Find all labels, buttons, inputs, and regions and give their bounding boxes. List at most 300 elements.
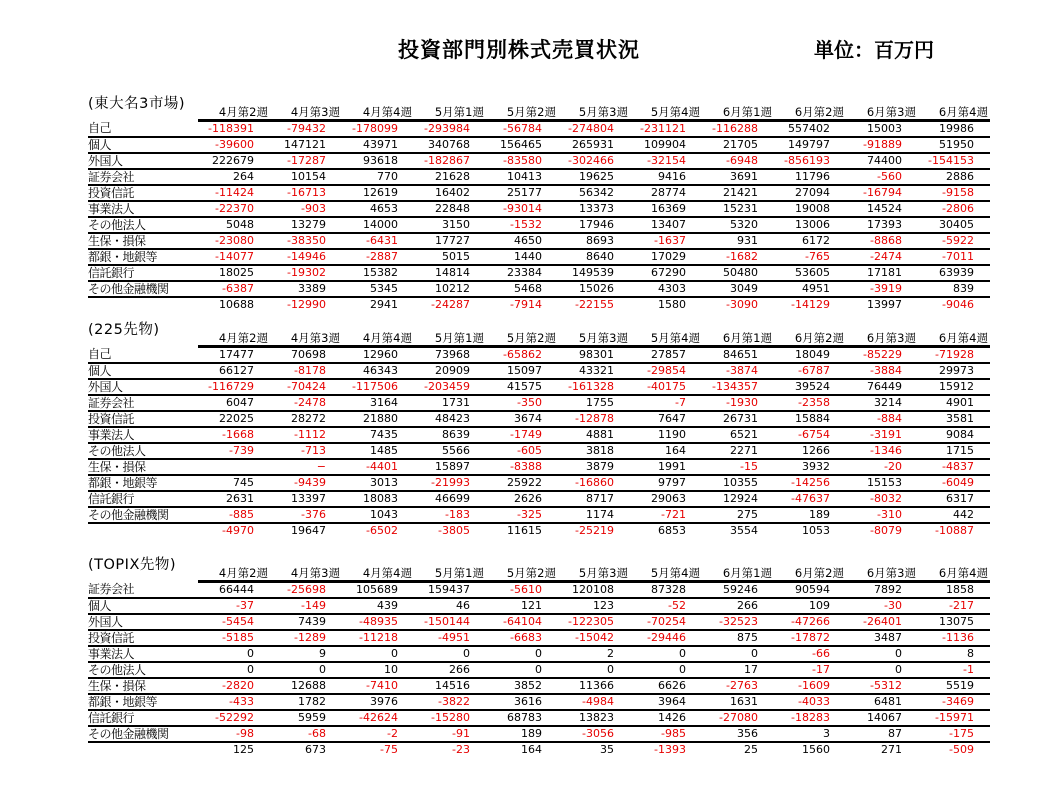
total-row xyxy=(88,742,990,757)
value-cell: 1043 xyxy=(342,507,414,523)
table-row xyxy=(88,265,990,281)
value-cell: 2271 xyxy=(702,443,774,459)
value-cell: -1289 xyxy=(270,630,342,646)
value-cell: -183 xyxy=(414,507,486,523)
value-cell: -26401 xyxy=(846,614,918,630)
value-cell: 93618 xyxy=(342,153,414,169)
value-cell: 189 xyxy=(774,507,846,523)
week-header: 4月第3週 xyxy=(270,331,342,347)
value-cell: -2474 xyxy=(846,249,918,265)
table-row xyxy=(88,379,990,395)
value-cell: -8178 xyxy=(270,363,342,379)
value-cell: 557402 xyxy=(774,121,846,138)
value-cell: -1532 xyxy=(486,217,558,233)
table-row xyxy=(88,710,990,726)
value-cell: 4951 xyxy=(774,281,846,297)
row-label: 自己 xyxy=(88,347,198,364)
value-cell: 356 xyxy=(702,726,774,742)
table-row xyxy=(88,630,990,646)
value-cell: 14516 xyxy=(414,678,486,694)
value-cell: -29854 xyxy=(630,363,702,379)
row-label: その他法人 xyxy=(88,443,198,459)
trading-table-nikkei225-futures xyxy=(88,331,990,538)
value-cell: -14256 xyxy=(774,475,846,491)
row-label: 個人 xyxy=(88,363,198,379)
value-cell: -6049 xyxy=(918,475,990,491)
value-cell: 6172 xyxy=(774,233,846,249)
total-value-cell: 19647 xyxy=(291,524,326,537)
value-cell: 0 xyxy=(270,662,342,678)
value-cell: 264 xyxy=(198,169,270,185)
total-value-cell: 13997 xyxy=(867,298,902,311)
value-cell: -21993 xyxy=(414,475,486,491)
total-value-cell: -7914 xyxy=(510,298,542,311)
value-cell: -2820 xyxy=(198,678,270,694)
value-cell: 123 xyxy=(558,598,630,614)
total-value-cell: -3805 xyxy=(438,524,470,537)
value-cell: -15 xyxy=(702,459,774,475)
value-cell: 149539 xyxy=(558,265,630,281)
value-cell: 14524 xyxy=(846,201,918,217)
value-cell: -91889 xyxy=(846,137,918,153)
value-cell: -149 xyxy=(270,598,342,614)
section-label: (東大名3市場) xyxy=(88,96,186,112)
week-header: 6月第3週 xyxy=(846,331,918,347)
total-value-cell: 3554 xyxy=(730,524,758,537)
value-cell: 17946 xyxy=(558,217,630,233)
value-cell: 3150 xyxy=(414,217,486,233)
week-header: 5月第1週 xyxy=(414,331,486,347)
value-cell: 265931 xyxy=(558,137,630,153)
value-cell: -16713 xyxy=(270,185,342,201)
value-cell: 7435 xyxy=(342,427,414,443)
row-label: 投資信託 xyxy=(88,411,198,427)
total-value-cell: -8079 xyxy=(870,524,902,537)
value-cell: -1112 xyxy=(270,427,342,443)
value-cell: 28272 xyxy=(270,411,342,427)
row-label: その他金融機関 xyxy=(88,507,198,523)
value-cell: 1426 xyxy=(630,710,702,726)
table-row xyxy=(88,363,990,379)
value-cell: 0 xyxy=(558,662,630,678)
week-header: 6月第4週 xyxy=(918,331,990,347)
row-label: 都銀・地銀等 xyxy=(88,694,198,710)
value-cell: 6047 xyxy=(198,395,270,411)
value-cell: -739 xyxy=(198,443,270,459)
table-row xyxy=(88,185,990,201)
value-cell: 19625 xyxy=(558,169,630,185)
value-cell: 8639 xyxy=(414,427,486,443)
table-row xyxy=(88,121,990,138)
value-cell: 15003 xyxy=(846,121,918,138)
row-label xyxy=(88,742,198,757)
value-cell: 3164 xyxy=(342,395,414,411)
section-tse-3-markets xyxy=(88,96,998,312)
value-cell: 46699 xyxy=(414,491,486,507)
value-cell: -66 xyxy=(774,646,846,662)
row-label: 証券会社 xyxy=(88,582,198,599)
table-row xyxy=(88,491,990,507)
week-header: 6月第2週 xyxy=(774,331,846,347)
trading-table-tse-3-markets xyxy=(88,105,990,312)
value-cell: 15382 xyxy=(342,265,414,281)
value-cell: 15026 xyxy=(558,281,630,297)
table-row xyxy=(88,395,990,411)
value-cell: -9158 xyxy=(918,185,990,201)
value-cell: -117506 xyxy=(342,379,414,395)
value-cell: 121 xyxy=(486,598,558,614)
value-cell: 10413 xyxy=(486,169,558,185)
row-label: 自己 xyxy=(88,121,198,138)
value-cell: -6683 xyxy=(486,630,558,646)
value-cell: 0 xyxy=(198,646,270,662)
value-cell: -302466 xyxy=(558,153,630,169)
value-cell: -38350 xyxy=(270,233,342,249)
value-cell: 18049 xyxy=(774,347,846,364)
value-cell: 7439 xyxy=(270,614,342,630)
value-cell: -1346 xyxy=(846,443,918,459)
row-label: 事業法人 xyxy=(88,646,198,662)
week-header: 5月第4週 xyxy=(630,566,702,582)
value-cell: -52292 xyxy=(198,710,270,726)
value-cell: 222679 xyxy=(198,153,270,169)
table-row xyxy=(88,347,990,364)
value-cell: -14077 xyxy=(198,249,270,265)
value-cell: 340768 xyxy=(414,137,486,153)
row-label: その他金融機関 xyxy=(88,726,198,742)
table-row xyxy=(88,281,990,297)
value-cell: 3964 xyxy=(630,694,702,710)
week-header: 6月第4週 xyxy=(918,566,990,582)
value-cell: 8717 xyxy=(558,491,630,507)
value-cell: 3 xyxy=(774,726,846,742)
value-cell: 0 xyxy=(846,662,918,678)
value-cell: 84651 xyxy=(702,347,774,364)
value-cell: 3049 xyxy=(702,281,774,297)
value-cell: -91 xyxy=(414,726,486,742)
value-cell: -71928 xyxy=(918,347,990,364)
total-value-cell: 6853 xyxy=(658,524,686,537)
value-cell: -7410 xyxy=(342,678,414,694)
total-value-cell: -4970 xyxy=(222,524,254,537)
value-cell: 189 xyxy=(486,726,558,742)
value-cell: 14067 xyxy=(846,710,918,726)
row-label: 証券会社 xyxy=(88,169,198,185)
value-cell: -5185 xyxy=(198,630,270,646)
total-value-cell: -9046 xyxy=(942,298,974,311)
value-cell: 29973 xyxy=(918,363,990,379)
value-cell: 17029 xyxy=(630,249,702,265)
total-value-cell: -3090 xyxy=(726,298,758,311)
week-header: 6月第1週 xyxy=(702,105,774,121)
total-value-cell: 2941 xyxy=(370,298,398,311)
value-cell: 27857 xyxy=(630,347,702,364)
week-header: 6月第1週 xyxy=(702,566,774,582)
value-cell: -29446 xyxy=(630,630,702,646)
week-header: 6月第3週 xyxy=(846,105,918,121)
value-cell: 9084 xyxy=(918,427,990,443)
value-cell: -39600 xyxy=(198,137,270,153)
value-cell: 7647 xyxy=(630,411,702,427)
table-row xyxy=(88,427,990,443)
value-cell: 22025 xyxy=(198,411,270,427)
value-cell: 3852 xyxy=(486,678,558,694)
week-header: 4月第4週 xyxy=(342,331,414,347)
week-header: 6月第1週 xyxy=(702,331,774,347)
week-header: 5月第3週 xyxy=(558,105,630,121)
total-value-cell: 1053 xyxy=(802,524,830,537)
value-cell: 73968 xyxy=(414,347,486,364)
value-cell: 3389 xyxy=(270,281,342,297)
value-cell: -433 xyxy=(198,694,270,710)
value-cell: 931 xyxy=(702,233,774,249)
row-label: 証券会社 xyxy=(88,395,198,411)
value-cell: -2806 xyxy=(918,201,990,217)
value-cell: 2 xyxy=(558,646,630,662)
week-header: 4月第2週 xyxy=(198,105,270,121)
value-cell: 149797 xyxy=(774,137,846,153)
value-cell: -3191 xyxy=(846,427,918,443)
value-cell: 770 xyxy=(342,169,414,185)
value-cell: 2631 xyxy=(198,491,270,507)
week-header-row xyxy=(88,331,990,347)
value-cell: -350 xyxy=(486,395,558,411)
value-cell: -161328 xyxy=(558,379,630,395)
value-cell: 275 xyxy=(702,507,774,523)
row-label: 個人 xyxy=(88,137,198,153)
week-header: 5月第2週 xyxy=(486,566,558,582)
value-cell: 3976 xyxy=(342,694,414,710)
value-cell: 16402 xyxy=(414,185,486,201)
value-cell: -11424 xyxy=(198,185,270,201)
trading-table-topix-futures xyxy=(88,566,990,757)
value-cell: 3818 xyxy=(558,443,630,459)
value-cell: 50480 xyxy=(702,265,774,281)
value-cell: 29063 xyxy=(630,491,702,507)
value-cell xyxy=(198,459,270,475)
row-label: 生保・損保 xyxy=(88,678,198,694)
total-value-cell: -22155 xyxy=(575,298,614,311)
week-header: 4月第2週 xyxy=(198,331,270,347)
value-cell: 53605 xyxy=(774,265,846,281)
total-value-cell: -24287 xyxy=(431,298,470,311)
value-cell: 63939 xyxy=(918,265,990,281)
value-cell: 28774 xyxy=(630,185,702,201)
value-cell: 21880 xyxy=(342,411,414,427)
value-cell: 9416 xyxy=(630,169,702,185)
value-cell: 13407 xyxy=(630,217,702,233)
value-cell: 67290 xyxy=(630,265,702,281)
value-cell: 0 xyxy=(630,662,702,678)
value-cell: 20909 xyxy=(414,363,486,379)
week-header: 5月第3週 xyxy=(558,331,630,347)
value-cell: 1631 xyxy=(702,694,774,710)
value-cell: − xyxy=(270,459,342,475)
value-cell: -2763 xyxy=(702,678,774,694)
total-value-cell: 25 xyxy=(744,743,758,756)
total-row xyxy=(88,297,990,312)
value-cell: 51950 xyxy=(918,137,990,153)
total-value-cell: 35 xyxy=(600,743,614,756)
value-cell: -203459 xyxy=(414,379,486,395)
total-value-cell: -1393 xyxy=(654,743,686,756)
week-header: 5月第4週 xyxy=(630,105,702,121)
value-cell: -1 xyxy=(918,662,990,678)
value-cell: 90594 xyxy=(774,582,846,599)
value-cell: 15897 xyxy=(414,459,486,475)
value-cell: 13006 xyxy=(774,217,846,233)
value-cell: -12878 xyxy=(558,411,630,427)
week-header: 4月第4週 xyxy=(342,105,414,121)
value-cell: 13075 xyxy=(918,614,990,630)
value-cell: 11366 xyxy=(558,678,630,694)
value-cell: 22848 xyxy=(414,201,486,217)
total-value-cell: -12990 xyxy=(287,298,326,311)
value-cell: -47266 xyxy=(774,614,846,630)
week-header: 5月第4週 xyxy=(630,331,702,347)
value-cell: 0 xyxy=(342,646,414,662)
value-cell: 12688 xyxy=(270,678,342,694)
value-cell: 43321 xyxy=(558,363,630,379)
value-cell: 266 xyxy=(702,598,774,614)
value-cell: -18283 xyxy=(774,710,846,726)
value-cell: 74400 xyxy=(846,153,918,169)
value-cell: -2358 xyxy=(774,395,846,411)
value-cell: 105689 xyxy=(342,582,414,599)
row-label: 外国人 xyxy=(88,379,198,395)
total-value-cell: -509 xyxy=(949,743,974,756)
value-cell: -1609 xyxy=(774,678,846,694)
value-cell: -15280 xyxy=(414,710,486,726)
table-row xyxy=(88,153,990,169)
section-nikkei225-futures xyxy=(88,322,998,538)
value-cell: 147121 xyxy=(270,137,342,153)
value-cell: 25177 xyxy=(486,185,558,201)
value-cell: -27080 xyxy=(702,710,774,726)
week-header: 6月第3週 xyxy=(846,566,918,582)
value-cell: -1930 xyxy=(702,395,774,411)
row-label: その他金融機関 xyxy=(88,281,198,297)
value-cell: 1991 xyxy=(630,459,702,475)
value-cell: 19986 xyxy=(918,121,990,138)
value-cell: -6948 xyxy=(702,153,774,169)
value-cell: 0 xyxy=(486,646,558,662)
value-cell: 9797 xyxy=(630,475,702,491)
total-value-cell: 125 xyxy=(233,743,254,756)
value-cell: -14946 xyxy=(270,249,342,265)
value-cell: 17477 xyxy=(198,347,270,364)
value-cell: 9 xyxy=(270,646,342,662)
value-cell: 1731 xyxy=(414,395,486,411)
value-cell: -15042 xyxy=(558,630,630,646)
value-cell: 8 xyxy=(918,646,990,662)
unit-label: 単位：百万円 xyxy=(814,38,934,62)
value-cell: -22370 xyxy=(198,201,270,217)
value-cell: -11218 xyxy=(342,630,414,646)
value-cell: 3932 xyxy=(774,459,846,475)
total-value-cell: 673 xyxy=(305,743,326,756)
value-cell: 10212 xyxy=(414,281,486,297)
week-header: 5月第3週 xyxy=(558,566,630,582)
value-cell: -310 xyxy=(846,507,918,523)
week-header: 5月第1週 xyxy=(414,566,486,582)
value-cell: -154153 xyxy=(918,153,990,169)
value-cell: 26731 xyxy=(702,411,774,427)
value-cell: -6754 xyxy=(774,427,846,443)
value-cell: 76449 xyxy=(846,379,918,395)
value-cell: -325 xyxy=(486,507,558,523)
total-value-cell: 164 xyxy=(521,743,542,756)
table-row xyxy=(88,475,990,491)
value-cell: 59246 xyxy=(702,582,774,599)
row-label: 外国人 xyxy=(88,153,198,169)
value-cell: 4650 xyxy=(486,233,558,249)
table-row xyxy=(88,507,990,523)
value-cell: 3691 xyxy=(702,169,774,185)
value-cell: 5519 xyxy=(918,678,990,694)
table-row xyxy=(88,411,990,427)
total-value-cell: -10887 xyxy=(935,524,974,537)
value-cell: -7011 xyxy=(918,249,990,265)
value-cell: 4881 xyxy=(558,427,630,443)
week-header-row xyxy=(88,105,990,121)
value-cell: -3874 xyxy=(702,363,774,379)
value-cell: 3581 xyxy=(918,411,990,427)
row-label: その他法人 xyxy=(88,662,198,678)
value-cell: 10355 xyxy=(702,475,774,491)
value-cell: 3013 xyxy=(342,475,414,491)
value-cell: 13397 xyxy=(270,491,342,507)
table-row xyxy=(88,233,990,249)
value-cell: -4401 xyxy=(342,459,414,475)
value-cell: 30405 xyxy=(918,217,990,233)
value-cell: 15231 xyxy=(702,201,774,217)
value-cell: 6317 xyxy=(918,491,990,507)
table-row xyxy=(88,662,990,678)
value-cell: 6481 xyxy=(846,694,918,710)
value-cell: -4033 xyxy=(774,694,846,710)
value-cell: 13279 xyxy=(270,217,342,233)
value-cell: -6387 xyxy=(198,281,270,297)
table-row xyxy=(88,582,990,599)
value-cell: 1190 xyxy=(630,427,702,443)
table-row xyxy=(88,598,990,614)
row-label xyxy=(88,297,198,312)
value-cell: -65862 xyxy=(486,347,558,364)
value-cell: -765 xyxy=(774,249,846,265)
value-cell: 21705 xyxy=(702,137,774,153)
value-cell: 10154 xyxy=(270,169,342,185)
value-cell: 21421 xyxy=(702,185,774,201)
value-cell: -5610 xyxy=(486,582,558,599)
value-cell: -175 xyxy=(918,726,990,742)
value-cell: 839 xyxy=(918,281,990,297)
page-title: 投資部門別株式売買状況 xyxy=(398,38,640,62)
value-cell: -17 xyxy=(774,662,846,678)
value-cell: 5468 xyxy=(486,281,558,297)
value-cell: -3822 xyxy=(414,694,486,710)
value-cell: -3884 xyxy=(846,363,918,379)
row-label: 信託銀行 xyxy=(88,710,198,726)
value-cell: 14000 xyxy=(342,217,414,233)
value-cell: -3056 xyxy=(558,726,630,742)
value-cell: -40175 xyxy=(630,379,702,395)
value-cell: 19008 xyxy=(774,201,846,217)
value-cell: 0 xyxy=(630,646,702,662)
value-cell: 18083 xyxy=(342,491,414,507)
value-cell: 745 xyxy=(198,475,270,491)
value-cell: 66444 xyxy=(198,582,270,599)
